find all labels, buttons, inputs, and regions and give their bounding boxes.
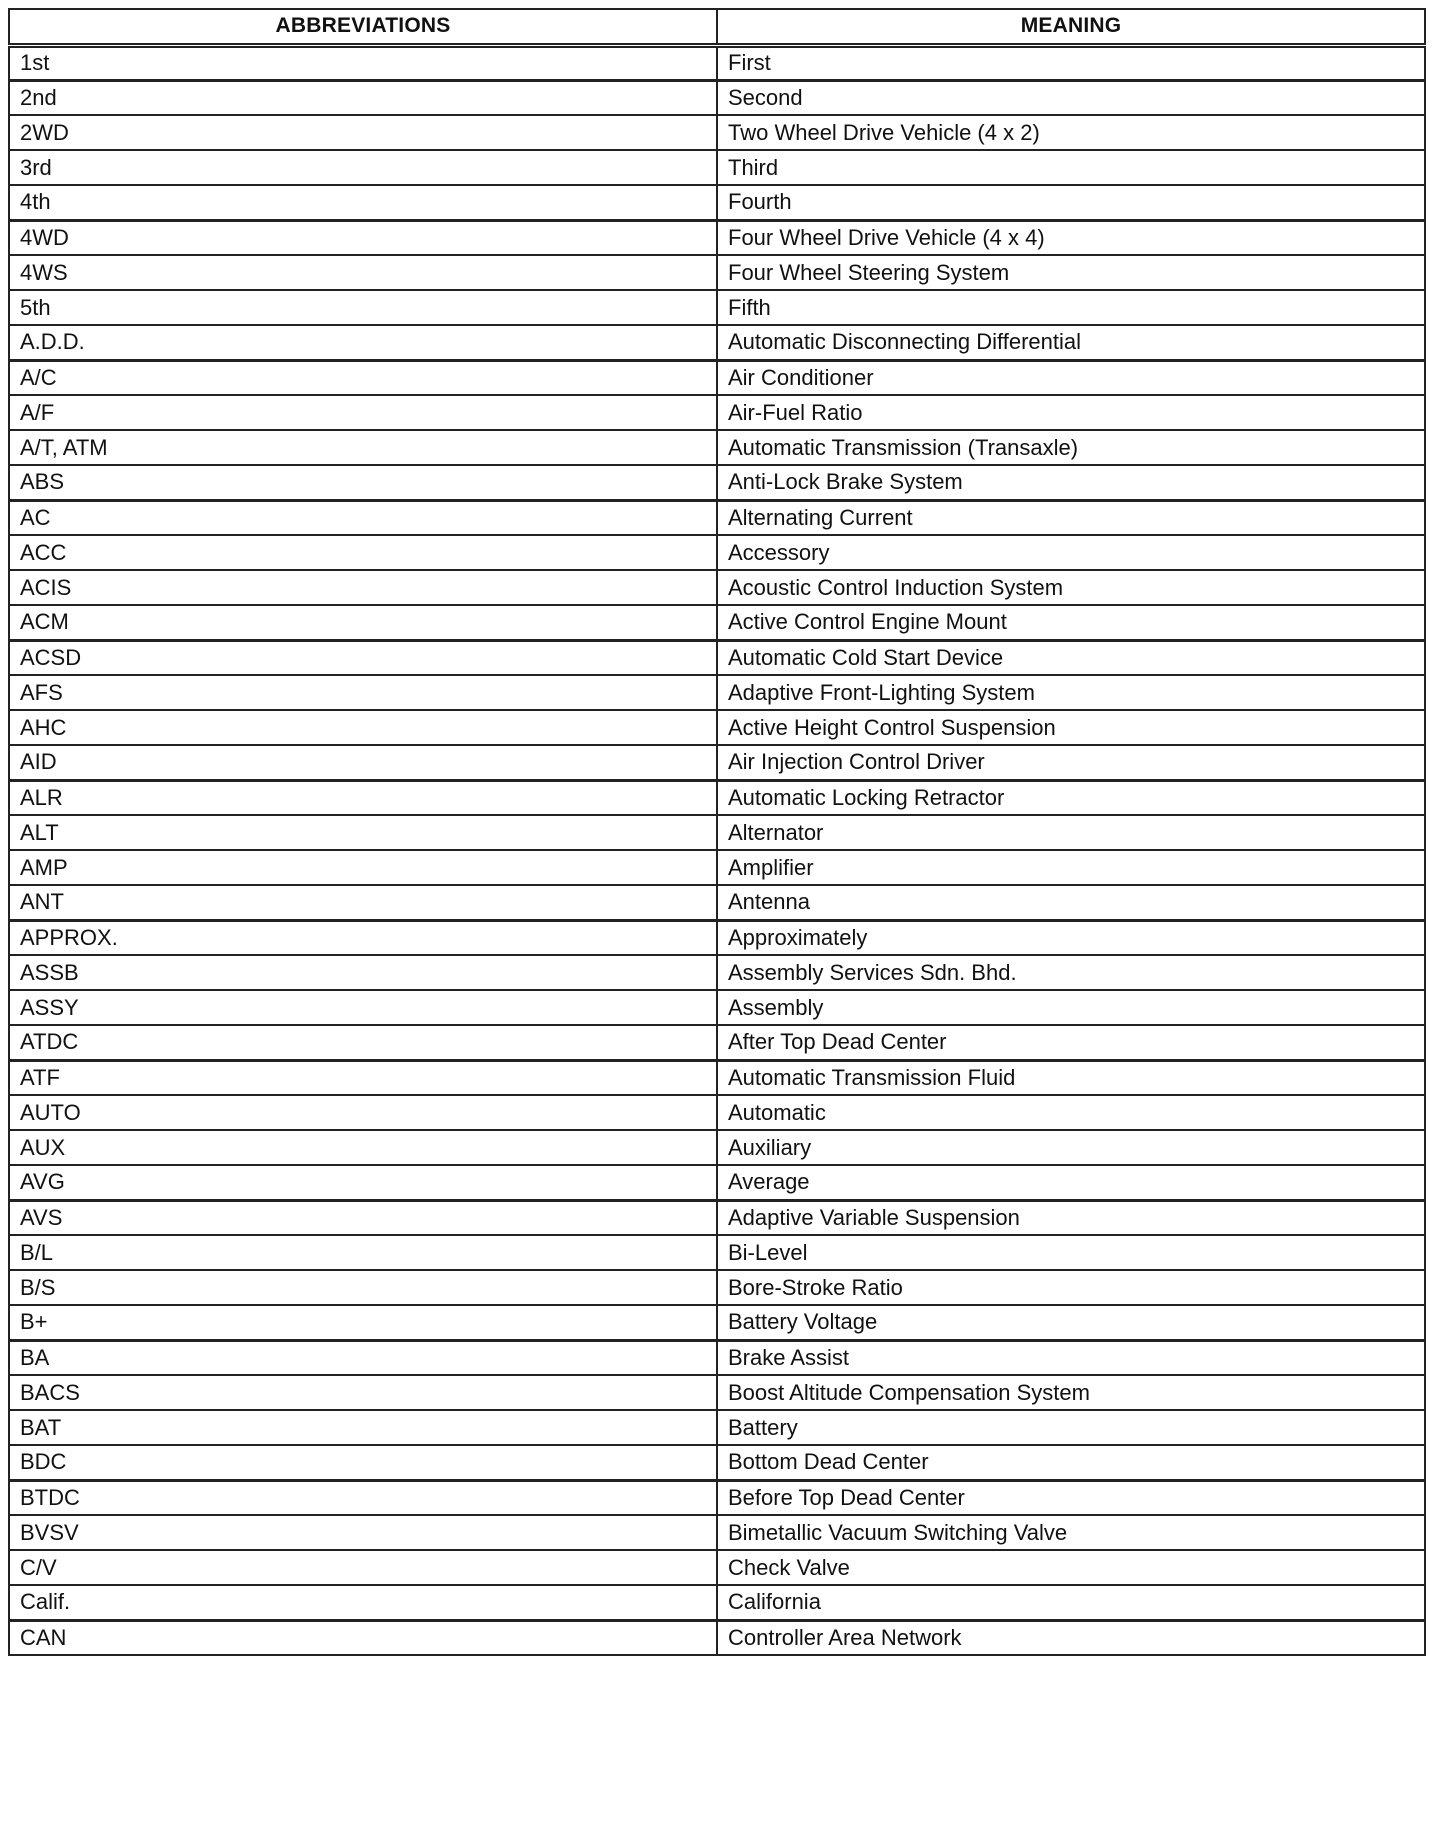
abbreviation-cell: ASSY: [9, 990, 717, 1025]
abbreviation-cell: BA: [9, 1340, 717, 1375]
table-row: [9, 815, 1425, 850]
meaning-cell: Average: [717, 1165, 1425, 1200]
abbreviation-cell: ABS: [9, 465, 717, 500]
table-row: [9, 115, 1425, 150]
abbreviation-cell: ATDC: [9, 1025, 717, 1060]
meaning-cell: Anti-Lock Brake System: [717, 465, 1425, 500]
table-row: [9, 640, 1425, 675]
table-row: [9, 1305, 1425, 1340]
meaning-cell: Automatic Transmission (Transaxle): [717, 430, 1425, 465]
meaning-cell: Boost Altitude Compensation System: [717, 1375, 1425, 1410]
table-row: [9, 920, 1425, 955]
abbreviation-cell: 5th: [9, 290, 717, 325]
abbreviation-cell: Calif.: [9, 1585, 717, 1620]
header-row: [9, 9, 1425, 45]
meaning-cell: Accessory: [717, 535, 1425, 570]
abbreviation-cell: AID: [9, 745, 717, 780]
meaning-cell: Approximately: [717, 920, 1425, 955]
table-row: [9, 955, 1425, 990]
table-row: [9, 1410, 1425, 1445]
abbreviation-cell: ATF: [9, 1060, 717, 1095]
abbreviation-cell: A/C: [9, 360, 717, 395]
meaning-cell: Bottom Dead Center: [717, 1445, 1425, 1480]
abbreviation-cell: A/T, ATM: [9, 430, 717, 465]
abbreviation-cell: ACC: [9, 535, 717, 570]
meaning-cell: Two Wheel Drive Vehicle (4 x 2): [717, 115, 1425, 150]
meaning-cell: Fifth: [717, 290, 1425, 325]
table-row: [9, 290, 1425, 325]
abbreviation-cell: BDC: [9, 1445, 717, 1480]
meaning-cell: Bi-Level: [717, 1235, 1425, 1270]
meaning-cell: Automatic Cold Start Device: [717, 640, 1425, 675]
table-row: [9, 1445, 1425, 1480]
meaning-cell: Automatic Transmission Fluid: [717, 1060, 1425, 1095]
meaning-cell: Bimetallic Vacuum Switching Valve: [717, 1515, 1425, 1550]
table-row: [9, 220, 1425, 255]
abbreviation-cell: C/V: [9, 1550, 717, 1585]
meaning-cell: Brake Assist: [717, 1340, 1425, 1375]
abbreviation-cell: BTDC: [9, 1480, 717, 1515]
meaning-cell: Auxiliary: [717, 1130, 1425, 1165]
meaning-cell: Four Wheel Drive Vehicle (4 x 4): [717, 220, 1425, 255]
abbreviation-cell: AHC: [9, 710, 717, 745]
abbreviations-table: [8, 8, 1426, 1656]
meaning-cell: Alternator: [717, 815, 1425, 850]
abbreviation-cell: AMP: [9, 850, 717, 885]
meaning-cell: Air-Fuel Ratio: [717, 395, 1425, 430]
table-row: [9, 465, 1425, 500]
abbreviation-cell: BVSV: [9, 1515, 717, 1550]
table-row: [9, 990, 1425, 1025]
table-row: [9, 1025, 1425, 1060]
abbreviation-cell: 4th: [9, 185, 717, 220]
abbreviation-cell: AC: [9, 500, 717, 535]
table-row: [9, 185, 1425, 220]
meaning-cell: After Top Dead Center: [717, 1025, 1425, 1060]
table-row: [9, 1235, 1425, 1270]
table-row: [9, 1130, 1425, 1165]
table-row: [9, 1340, 1425, 1375]
meaning-cell: Automatic Disconnecting Differential: [717, 325, 1425, 360]
abbreviation-cell: 3rd: [9, 150, 717, 185]
table-row: [9, 1585, 1425, 1620]
meaning-column-header: MEANING: [717, 9, 1425, 45]
meaning-cell: Alternating Current: [717, 500, 1425, 535]
abbreviation-cell: ACSD: [9, 640, 717, 675]
meaning-cell: Automatic: [717, 1095, 1425, 1130]
table-row: [9, 1060, 1425, 1095]
meaning-cell: Before Top Dead Center: [717, 1480, 1425, 1515]
meaning-cell: Antenna: [717, 885, 1425, 920]
table-row: [9, 1375, 1425, 1410]
abbreviation-cell: B+: [9, 1305, 717, 1340]
table-row: [9, 1200, 1425, 1235]
table-row: [9, 395, 1425, 430]
meaning-cell: Active Control Engine Mount: [717, 605, 1425, 640]
meaning-cell: Assembly Services Sdn. Bhd.: [717, 955, 1425, 990]
meaning-cell: Fourth: [717, 185, 1425, 220]
table-row: [9, 675, 1425, 710]
table-row: [9, 745, 1425, 780]
table-row: [9, 570, 1425, 605]
abbreviation-cell: CAN: [9, 1620, 717, 1655]
meaning-cell: Active Height Control Suspension: [717, 710, 1425, 745]
table-row: [9, 1550, 1425, 1585]
meaning-cell: California: [717, 1585, 1425, 1620]
table-row: [9, 1270, 1425, 1305]
table-row: [9, 360, 1425, 395]
meaning-cell: Controller Area Network: [717, 1620, 1425, 1655]
abbreviation-cell: B/S: [9, 1270, 717, 1305]
abbreviation-cell: B/L: [9, 1235, 717, 1270]
meaning-cell: Air Injection Control Driver: [717, 745, 1425, 780]
meaning-cell: First: [717, 45, 1425, 80]
table-row: [9, 885, 1425, 920]
table-row: [9, 80, 1425, 115]
abbreviation-cell: 4WD: [9, 220, 717, 255]
abbreviations-table-container: [8, 8, 1424, 1656]
meaning-cell: Battery Voltage: [717, 1305, 1425, 1340]
abbreviations-column-header: ABBREVIATIONS: [9, 9, 717, 45]
table-row: [9, 500, 1425, 535]
abbreviation-cell: ASSB: [9, 955, 717, 990]
meaning-cell: Check Valve: [717, 1550, 1425, 1585]
abbreviation-cell: AVG: [9, 1165, 717, 1200]
table-row: [9, 850, 1425, 885]
abbreviation-cell: AFS: [9, 675, 717, 710]
table-row: [9, 325, 1425, 360]
abbreviation-cell: ACIS: [9, 570, 717, 605]
meaning-cell: Assembly: [717, 990, 1425, 1025]
meaning-cell: Air Conditioner: [717, 360, 1425, 395]
abbreviation-cell: A/F: [9, 395, 717, 430]
meaning-cell: Adaptive Variable Suspension: [717, 1200, 1425, 1235]
table-row: [9, 255, 1425, 290]
abbreviation-cell: 2nd: [9, 80, 717, 115]
abbreviation-cell: AVS: [9, 1200, 717, 1235]
table-row: [9, 430, 1425, 465]
table-row: [9, 1095, 1425, 1130]
meaning-cell: Automatic Locking Retractor: [717, 780, 1425, 815]
meaning-cell: Acoustic Control Induction System: [717, 570, 1425, 605]
abbreviation-cell: ALR: [9, 780, 717, 815]
table-row: [9, 605, 1425, 640]
abbreviation-cell: BACS: [9, 1375, 717, 1410]
abbreviation-cell: AUX: [9, 1130, 717, 1165]
abbreviation-cell: A.D.D.: [9, 325, 717, 360]
table-row: [9, 1480, 1425, 1515]
table-row: [9, 1620, 1425, 1655]
table-row: [9, 710, 1425, 745]
meaning-cell: Second: [717, 80, 1425, 115]
table-row: [9, 45, 1425, 80]
table-row: [9, 1515, 1425, 1550]
table-row: [9, 150, 1425, 185]
meaning-cell: Bore-Stroke Ratio: [717, 1270, 1425, 1305]
abbreviation-cell: BAT: [9, 1410, 717, 1445]
abbreviation-cell: 2WD: [9, 115, 717, 150]
table-row: [9, 1165, 1425, 1200]
abbreviation-cell: 1st: [9, 45, 717, 80]
table-row: [9, 535, 1425, 570]
abbreviation-cell: APPROX.: [9, 920, 717, 955]
abbreviation-cell: ANT: [9, 885, 717, 920]
meaning-cell: Third: [717, 150, 1425, 185]
table-body: [9, 45, 1425, 1655]
meaning-cell: Four Wheel Steering System: [717, 255, 1425, 290]
meaning-cell: Adaptive Front-Lighting System: [717, 675, 1425, 710]
abbreviation-cell: ALT: [9, 815, 717, 850]
abbreviation-cell: ACM: [9, 605, 717, 640]
abbreviation-cell: AUTO: [9, 1095, 717, 1130]
table-header: [9, 9, 1425, 45]
table-row: [9, 780, 1425, 815]
meaning-cell: Amplifier: [717, 850, 1425, 885]
meaning-cell: Battery: [717, 1410, 1425, 1445]
abbreviation-cell: 4WS: [9, 255, 717, 290]
